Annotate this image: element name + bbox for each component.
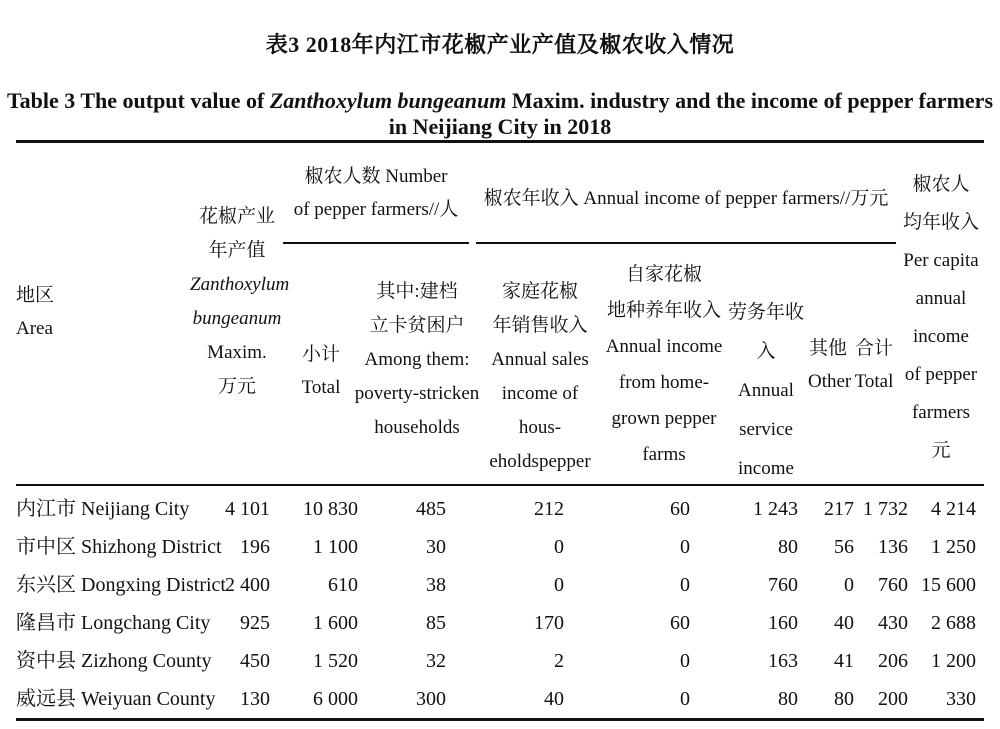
cell-other: 40 xyxy=(834,612,854,634)
cell-sales: 0 xyxy=(554,536,564,558)
cell-total: 200 xyxy=(878,688,908,710)
cell-poverty: 32 xyxy=(426,650,446,672)
cell-area: 东兴区 Dongxing District xyxy=(16,574,226,596)
farmers-group-rule xyxy=(283,242,469,244)
cell-sales: 2 xyxy=(554,650,564,672)
cell-poverty: 85 xyxy=(426,612,446,634)
cell-service: 760 xyxy=(768,574,798,596)
cell-total: 1 732 xyxy=(863,498,908,520)
header-per-capita: 椒农人 均年收入 Per capita annual income of pepper farmers 元 xyxy=(902,174,979,461)
table-top-rule xyxy=(16,140,984,143)
cell-other: 80 xyxy=(834,688,854,710)
cell-service: 80 xyxy=(778,688,798,710)
cell-per-capita: 1 250 xyxy=(931,536,976,558)
cell-area: 市中区 Shizhong District xyxy=(16,536,222,558)
header-home-farm: 自家花椒 地种养年收入 Annual income from home- grown pepper farms xyxy=(605,264,723,465)
cell-farmers: 1 600 xyxy=(313,612,358,634)
caption-en-species: Zanthoxylum bungeanum xyxy=(269,88,507,113)
cell-farm: 0 xyxy=(680,536,690,558)
cell-area: 威远县 Weiyuan County xyxy=(16,688,216,710)
cell-farm: 60 xyxy=(670,612,690,634)
cell-farm: 0 xyxy=(680,650,690,672)
header-farmers-group: 椒农人数 Number of pepper farmers//人 xyxy=(293,166,459,220)
cell-area: 内江市 Neijiang City xyxy=(16,498,190,520)
cell-sales: 170 xyxy=(534,612,564,634)
cell-farm: 0 xyxy=(680,688,690,710)
cell-poverty: 38 xyxy=(426,574,446,596)
header-other: 其他 Other xyxy=(808,338,852,392)
table-row xyxy=(16,490,984,528)
cell-sales: 212 xyxy=(534,498,564,520)
header-income-group: 椒农年收入 Annual income of pepper farmers//万元 xyxy=(483,188,889,209)
header-bottom-rule xyxy=(16,484,984,486)
caption-en-prefix: Table 3 The output value of xyxy=(6,88,270,113)
caption-en-suffix: Maxim. industry and the income of pepper farmers in Neijiang City in 2018 xyxy=(388,88,994,139)
cell-sales: 0 xyxy=(554,574,564,596)
cell-other: 0 xyxy=(844,574,854,596)
cell-output: 925 xyxy=(240,612,270,634)
header-service: 劳务年收入 Annual service income xyxy=(727,302,804,479)
table-caption-cn: 表3 2018年内江市花椒产业产值及椒农收入情况 xyxy=(265,32,735,57)
cell-total: 430 xyxy=(878,612,908,634)
cell-per-capita: 15 600 xyxy=(921,574,976,596)
header-poverty-households: 其中:建档 立卡贫困户 Among them: poverty-stricken households xyxy=(354,281,480,438)
cell-area: 隆昌市 Longchang City xyxy=(16,612,211,634)
cell-output: 450 xyxy=(240,650,270,672)
cell-sales: 40 xyxy=(544,688,564,710)
cell-output: 196 xyxy=(240,536,270,558)
cell-output: 2 400 xyxy=(225,574,270,596)
cell-farm: 60 xyxy=(670,498,690,520)
cell-poverty: 300 xyxy=(416,688,446,710)
cell-poverty: 485 xyxy=(416,498,446,520)
cell-other: 56 xyxy=(834,536,854,558)
cell-farmers: 610 xyxy=(328,574,358,596)
cell-total: 136 xyxy=(878,536,908,558)
table-row xyxy=(16,680,984,718)
cell-other: 217 xyxy=(824,498,854,520)
header-family-sales: 家庭花椒 年销售收入 Annual sales income of hous- eholdspepper xyxy=(489,281,591,472)
table-row xyxy=(16,604,984,642)
cell-output: 4 101 xyxy=(225,498,270,520)
cell-poverty: 30 xyxy=(426,536,446,558)
table-row xyxy=(16,642,984,680)
cell-farmers: 1 520 xyxy=(313,650,358,672)
cell-output: 130 xyxy=(240,688,270,710)
cell-per-capita: 2 688 xyxy=(931,612,976,634)
cell-farmers: 1 100 xyxy=(313,536,358,558)
table-row xyxy=(16,528,984,566)
header-output-value: 花椒产业 年产值 Zanthoxylum bungeanum Maxim. 万元 xyxy=(190,206,290,397)
header-subtotal: 小计 Total xyxy=(301,344,341,398)
cell-per-capita: 330 xyxy=(946,688,976,710)
cell-per-capita: 4 214 xyxy=(931,498,976,520)
table-bottom-rule xyxy=(16,718,984,721)
cell-total: 206 xyxy=(878,650,908,672)
cell-service: 160 xyxy=(768,612,798,634)
cell-farm: 0 xyxy=(680,574,690,596)
cell-area: 资中县 Zizhong County xyxy=(16,650,212,672)
cell-service: 80 xyxy=(778,536,798,558)
cell-service: 1 243 xyxy=(753,498,798,520)
cell-per-capita: 1 200 xyxy=(931,650,976,672)
table-caption-en xyxy=(0,88,1000,140)
cell-farmers: 6 000 xyxy=(313,688,358,710)
cell-total: 760 xyxy=(878,574,908,596)
header-area: 地区 Area xyxy=(16,285,55,339)
income-group-rule xyxy=(476,242,896,244)
header-total: 合计 Total xyxy=(854,338,894,392)
cell-service: 163 xyxy=(768,650,798,672)
cell-farmers: 10 830 xyxy=(303,498,358,520)
table-row xyxy=(16,566,984,604)
cell-other: 41 xyxy=(834,650,854,672)
